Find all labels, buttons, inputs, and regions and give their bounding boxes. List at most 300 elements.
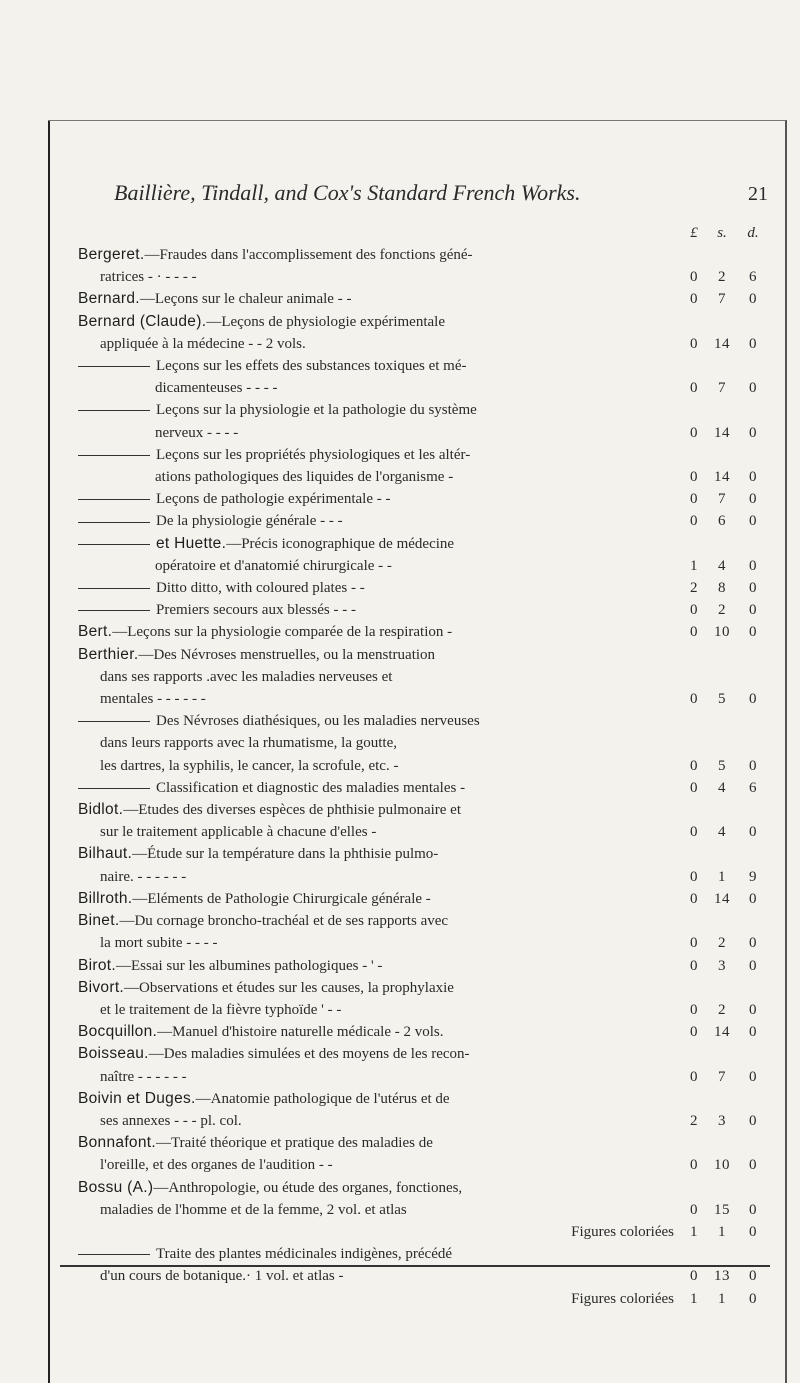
price <box>682 999 768 1021</box>
price <box>682 288 768 310</box>
price-pounds: 0 <box>690 269 698 286</box>
ditto-dash <box>78 788 150 789</box>
author-name: Bivort. <box>78 978 125 996</box>
catalogue-entry <box>78 843 768 887</box>
title-text: Traite des plantes médicinales indigènes, précédé <box>156 1246 453 1263</box>
price-shillings: 3 <box>718 957 726 974</box>
entry-text <box>78 466 682 488</box>
entry-text <box>78 555 682 577</box>
price <box>682 577 768 599</box>
price <box>682 1066 768 1088</box>
price-pence: 0 <box>749 691 757 708</box>
catalogue-entry <box>78 977 768 1021</box>
title-text: —Observations et études sur les causes, la prophylaxie <box>124 979 454 996</box>
entry-text <box>78 621 682 643</box>
price-pence: 0 <box>749 1068 757 1085</box>
price-pence: 0 <box>749 491 757 508</box>
entry-line <box>78 888 768 910</box>
entry-text <box>78 244 768 266</box>
price-shillings: 10 <box>714 1157 730 1174</box>
price-pounds: 0 <box>690 1068 698 1085</box>
entry-text <box>78 866 682 888</box>
entry-line <box>78 621 768 643</box>
title-text: De la physiologie générale - - - <box>156 513 343 530</box>
title-text: sur le traitement applicable à chacune d'elles - <box>100 824 377 841</box>
entry-line <box>78 710 768 732</box>
entry-text <box>78 599 682 621</box>
price-shillings: 14 <box>714 1024 730 1041</box>
author-name: et Huette. <box>156 534 227 552</box>
price-shillings: 2 <box>718 269 726 286</box>
price <box>682 866 768 888</box>
catalogue-entry <box>78 888 768 910</box>
price-pounds: 0 <box>690 513 698 530</box>
price <box>682 510 768 532</box>
title-text: Leçons de pathologie expérimentale - - <box>156 491 391 508</box>
catalogue-entry <box>78 599 768 621</box>
entry-line <box>78 999 768 1021</box>
top-rule <box>48 120 786 121</box>
title-text: opératoire et d'anatomié chirurgicale - - <box>155 557 392 574</box>
entry-line <box>78 555 768 577</box>
price <box>682 888 768 910</box>
price-pence: 0 <box>749 1223 757 1240</box>
ditto-dash <box>78 455 150 456</box>
price-shillings: 8 <box>718 580 726 597</box>
price-pounds: 2 <box>690 1112 698 1129</box>
entry-line <box>78 1221 768 1243</box>
entry-text <box>78 666 768 688</box>
price-pounds: 0 <box>690 335 698 352</box>
title-text: naire. - - - - - - <box>100 868 187 885</box>
entry-text <box>78 1265 682 1287</box>
price-pounds: 1 <box>690 557 698 574</box>
price-pounds: 0 <box>690 491 698 508</box>
price-shillings: 15 <box>714 1201 730 1218</box>
entry-line <box>78 466 768 488</box>
price-shillings: 14 <box>714 890 730 907</box>
price-pounds: 0 <box>690 469 698 486</box>
catalogue-entry <box>78 644 768 711</box>
price-shillings: 4 <box>718 557 726 574</box>
author-name: Bocquillon. <box>78 1023 158 1041</box>
title-text: dans ses rapports .avec les maladies nerveuses et <box>100 668 393 685</box>
entry-line <box>78 732 768 754</box>
price-pence: 0 <box>749 1268 757 1285</box>
title-text: —Leçons sur la physiologie comparée de la respiration - <box>112 624 453 641</box>
price-shillings: 7 <box>718 380 726 397</box>
price-pence: 0 <box>749 580 757 597</box>
price-pounds: 0 <box>690 1001 698 1018</box>
entry-line <box>78 866 768 888</box>
title-text: —Eléments de Pathologie Chirurgicale générale - <box>132 890 431 907</box>
price-pounds: 0 <box>690 1157 698 1174</box>
entry-text <box>78 710 768 732</box>
price-shillings: 10 <box>714 624 730 641</box>
price-pence: 0 <box>749 890 757 907</box>
entry-line <box>78 288 768 310</box>
entry-text <box>78 1132 768 1154</box>
price-shillings: 4 <box>718 779 726 796</box>
entry-line <box>78 1110 768 1132</box>
catalogue-entry <box>78 533 768 577</box>
price <box>682 422 768 444</box>
price-shillings: 7 <box>718 291 726 308</box>
author-name: Bernard (Claude). <box>78 312 207 330</box>
price-shillings: 2 <box>718 1001 726 1018</box>
catalogue-entries <box>78 244 768 1310</box>
title-text: Classification et diagnostic des maladies mentales - <box>156 779 466 796</box>
entry-line <box>78 1021 768 1043</box>
author-name: Bergeret. <box>78 246 145 263</box>
entry-line <box>78 666 768 688</box>
title-text: Ditto ditto, with coloured plates - - <box>156 580 365 597</box>
entry-line <box>78 444 768 466</box>
title-text: —Traité théorique et pratique des maladies de <box>155 1135 433 1152</box>
price-pounds: 0 <box>690 1201 698 1218</box>
entry-line <box>78 333 768 355</box>
entry-line <box>78 955 768 977</box>
title-text: —Précis iconographique de médecine <box>226 535 455 552</box>
price-pence: 0 <box>749 935 757 952</box>
price <box>682 1110 768 1132</box>
ditto-dash <box>78 610 150 611</box>
price-pence: 0 <box>749 424 757 441</box>
entry-text <box>78 1021 682 1043</box>
entry-text <box>78 488 682 510</box>
entry-text <box>78 1043 768 1065</box>
price-pence: 0 <box>749 957 757 974</box>
entry-line <box>78 533 768 555</box>
price-shillings: 14 <box>714 469 730 486</box>
price-pence: 0 <box>749 824 757 841</box>
entry-line <box>78 244 768 266</box>
entry-line <box>78 1066 768 1088</box>
catalogue-entry <box>78 1043 768 1087</box>
ditto-dash <box>78 499 150 500</box>
title-text: nerveux - - - - <box>155 424 239 441</box>
catalogue-entry <box>78 710 768 777</box>
entry-text <box>78 444 768 466</box>
page-content <box>78 178 768 1310</box>
price <box>682 621 768 643</box>
title-text: Leçons sur les propriétés physiologiques et les altér- <box>156 446 471 463</box>
price-pounds: 0 <box>690 757 698 774</box>
price-shillings: 5 <box>718 757 726 774</box>
title-text: —Étude sur la température dans la phthisie pulmo- <box>132 846 439 863</box>
author-name: Birot. <box>78 956 116 974</box>
ditto-dash <box>78 544 150 545</box>
catalogue-entry <box>78 244 768 288</box>
entry-line <box>78 799 768 821</box>
price-pence: 6 <box>749 779 757 796</box>
author-name: Boivin et Duges. <box>78 1089 196 1107</box>
entry-text <box>78 1088 768 1110</box>
price <box>682 488 768 510</box>
price-pence: 0 <box>749 1157 757 1174</box>
price <box>682 688 768 710</box>
page-number: 21 <box>748 183 768 205</box>
entry-text <box>78 955 682 977</box>
catalogue-entry <box>78 510 768 532</box>
price <box>682 1288 768 1310</box>
price-pounds: 0 <box>690 824 698 841</box>
author-name: Billroth. <box>78 889 133 907</box>
price-shillings: 7 <box>718 491 726 508</box>
ditto-dash <box>78 721 150 722</box>
price <box>682 466 768 488</box>
entry-line <box>78 932 768 954</box>
title-text: et le traitement de la fièvre typhoïde ' - - <box>100 1001 342 1018</box>
entry-text <box>78 732 768 754</box>
entry-text <box>78 422 682 444</box>
entry-text <box>78 999 682 1021</box>
title-text: Premiers secours aux blessés - - - <box>156 602 356 619</box>
price-pence: 0 <box>749 335 757 352</box>
page-left-border <box>48 120 50 1383</box>
entry-text <box>78 688 682 710</box>
entry-line <box>78 266 768 288</box>
price <box>682 1021 768 1043</box>
entry-line <box>78 1177 768 1199</box>
price-pounds: 0 <box>690 424 698 441</box>
title-text: dicamenteuses - - - - <box>155 380 278 397</box>
price-pence: 0 <box>749 624 757 641</box>
entry-text <box>78 1154 682 1176</box>
entry-text <box>78 843 768 865</box>
entry-text <box>78 311 768 333</box>
title-text: ratrices - · - - - - <box>100 269 197 286</box>
price-pence: 0 <box>749 602 757 619</box>
entry-line <box>78 821 768 843</box>
entry-text <box>78 755 682 777</box>
price-shillings: 5 <box>718 691 726 708</box>
entry-line <box>78 843 768 865</box>
price <box>682 1265 768 1287</box>
price-pence: 0 <box>749 1290 757 1307</box>
price-shillings: 14 <box>714 335 730 352</box>
catalogue-entry <box>78 1177 768 1244</box>
entry-text <box>78 777 682 799</box>
catalogue-entry <box>78 910 768 954</box>
entry-text <box>78 355 768 377</box>
entry-text <box>78 977 768 999</box>
author-name: Bernard. <box>78 290 140 308</box>
title-text: la mort subite - - - - <box>100 935 218 952</box>
price-shillings: 4 <box>718 824 726 841</box>
price <box>682 932 768 954</box>
price-pounds: 0 <box>690 957 698 974</box>
entry-line <box>78 577 768 599</box>
title-text: dans leurs rapports avec la rhumatisme, la goutte, <box>100 735 397 752</box>
price-pounds: 0 <box>690 779 698 796</box>
ditto-dash <box>78 522 150 523</box>
entry-line <box>78 1199 768 1221</box>
entry-line <box>78 1288 768 1310</box>
price-pounds: 1 <box>690 1223 698 1240</box>
price-pounds: 0 <box>690 602 698 619</box>
price <box>682 1221 768 1243</box>
entry-text <box>78 377 682 399</box>
entry-line <box>78 777 768 799</box>
title-text: —Leçons de physiologie expérimentale <box>206 313 445 330</box>
price-shillings: 2 <box>718 602 726 619</box>
price-pounds: 0 <box>690 691 698 708</box>
running-head-title: Baillière, Tindall, and Cox's Standard French Works. <box>114 180 581 205</box>
price-pence: 0 <box>749 557 757 574</box>
entry-text <box>78 1110 682 1132</box>
price <box>682 955 768 977</box>
entry-text <box>78 288 682 310</box>
entry-line <box>78 1243 768 1265</box>
title-text: —Anatomie pathologique de l'utérus et de <box>195 1090 450 1107</box>
catalogue-entry <box>78 444 768 488</box>
price-shillings: 13 <box>714 1268 730 1285</box>
author-name: Bert. <box>78 623 113 641</box>
entry-line <box>78 1154 768 1176</box>
entry-line <box>78 644 768 666</box>
price-pounds: 2 <box>690 580 698 597</box>
price-pence: 0 <box>749 1112 757 1129</box>
price-pounds: 0 <box>690 890 698 907</box>
price-shillings: 2 <box>718 935 726 952</box>
price-pence: 0 <box>749 291 757 308</box>
price-pounds: 0 <box>690 935 698 952</box>
entry-line <box>78 510 768 532</box>
pounds-header: £ <box>690 225 698 241</box>
catalogue-entry <box>78 777 768 799</box>
title-text: l'oreille, et des organes de l'audition - - <box>100 1157 333 1174</box>
author-name: Binet. <box>78 912 120 930</box>
title-text: —Etudes des diverses espèces de phthisie pulmonaire et <box>123 802 462 819</box>
title-text: Des Névroses diathésiques, ou les maladies nerveuses <box>156 713 480 730</box>
page-right-border <box>785 120 787 1383</box>
catalogue-entry <box>78 488 768 510</box>
price-shillings: 1 <box>718 1223 726 1240</box>
title-text: —Anthropologie, ou étude des organes, fonctiones, <box>153 1179 463 1196</box>
title-text: Leçons sur les effets des substances toxiques et mé- <box>156 358 467 375</box>
price-pence: 0 <box>749 380 757 397</box>
catalogue-entry <box>78 311 768 355</box>
price-pounds: 0 <box>690 291 698 308</box>
entry-text <box>78 799 768 821</box>
catalogue-entry <box>78 399 768 443</box>
title-text: ations pathologiques des liquides de l'organisme - <box>155 469 454 486</box>
entry-text <box>78 533 768 555</box>
shillings-header: s. <box>717 225 727 241</box>
entry-text <box>78 1221 682 1243</box>
price <box>682 1154 768 1176</box>
entry-line <box>78 1265 768 1287</box>
price-shillings: 6 <box>718 513 726 530</box>
entry-text <box>78 932 682 954</box>
entry-text <box>78 1243 768 1265</box>
price-shillings: 14 <box>714 424 730 441</box>
price <box>682 599 768 621</box>
entry-line <box>78 1132 768 1154</box>
running-head <box>78 178 768 222</box>
ditto-dash <box>78 1254 150 1255</box>
price-pence: 0 <box>749 757 757 774</box>
price <box>682 755 768 777</box>
title-text: Figures coloriées <box>571 1223 674 1240</box>
ditto-dash <box>78 366 150 367</box>
title-text: —Des Névroses menstruelles, ou la menstruation <box>138 646 436 663</box>
price-pounds: 0 <box>690 868 698 885</box>
price-pence: 0 <box>749 513 757 530</box>
entry-line <box>78 377 768 399</box>
title-text: naître - - - - - - <box>100 1068 187 1085</box>
price <box>682 1199 768 1221</box>
catalogue-entry <box>78 1132 768 1176</box>
entry-line <box>78 355 768 377</box>
entry-line <box>78 311 768 333</box>
author-name: Bidlot. <box>78 801 124 819</box>
currency-header <box>78 222 768 244</box>
price-shillings: 3 <box>718 1112 726 1129</box>
title-text: ses annexes - - - pl. col. <box>100 1112 242 1129</box>
title-text: —Des maladies simulées et des moyens de les recon- <box>148 1046 470 1063</box>
entry-line <box>78 910 768 932</box>
entry-line <box>78 599 768 621</box>
pence-header: d. <box>747 225 759 241</box>
price <box>682 777 768 799</box>
entry-line <box>78 1043 768 1065</box>
title-text: les dartres, la syphilis, le cancer, la scrofule, etc. - <box>100 757 399 774</box>
price <box>682 266 768 288</box>
title-text: —Leçons sur le chaleur animale - - <box>139 291 352 308</box>
price-pence: 0 <box>749 1024 757 1041</box>
price-shillings: 7 <box>718 1068 726 1085</box>
price-pence: 0 <box>749 1001 757 1018</box>
price-pounds: 0 <box>690 380 698 397</box>
title-text: d'un cours de botanique.· 1 vol. et atlas - <box>100 1268 344 1285</box>
price-shillings: 1 <box>718 868 726 885</box>
entry-text <box>78 1177 768 1199</box>
title-text: mentales - - - - - - <box>100 691 206 708</box>
catalogue-entry <box>78 288 768 310</box>
entry-line <box>78 399 768 421</box>
title-text: Figures coloriées <box>571 1290 674 1307</box>
title-text: appliquée à la médecine - - 2 vols. <box>100 335 306 352</box>
price <box>682 555 768 577</box>
title-text: —Manuel d'histoire naturelle médicale - 2 vols. <box>157 1024 444 1041</box>
entry-text <box>78 399 768 421</box>
price <box>682 333 768 355</box>
entry-text <box>78 577 682 599</box>
title-text: Leçons sur la physiologie et la pathologie du système <box>156 402 477 419</box>
entry-line <box>78 1088 768 1110</box>
price-shillings: 1 <box>718 1290 726 1307</box>
author-name: Boisseau. <box>78 1045 149 1063</box>
ditto-dash <box>78 410 150 411</box>
price-pounds: 0 <box>690 1024 698 1041</box>
catalogue-entry <box>78 955 768 977</box>
entry-text <box>78 821 682 843</box>
title-text: —Essai sur les albumines pathologiques - ' - <box>115 957 383 974</box>
title-text: —Du cornage broncho-trachéal et de ses rapports avec <box>119 913 449 930</box>
price-pounds: 0 <box>690 1268 698 1285</box>
title-text: —Fraudes dans l'accomplissement des fonctions géné- <box>144 247 473 263</box>
price-pence: 0 <box>749 469 757 486</box>
entry-line <box>78 488 768 510</box>
author-name: Bossu (A.) <box>78 1178 154 1196</box>
catalogue-entry <box>78 1243 768 1310</box>
entry-text <box>78 910 768 932</box>
price-pence: 9 <box>749 868 757 885</box>
catalogue-entry <box>78 577 768 599</box>
author-name: Bonnafont. <box>78 1134 156 1152</box>
